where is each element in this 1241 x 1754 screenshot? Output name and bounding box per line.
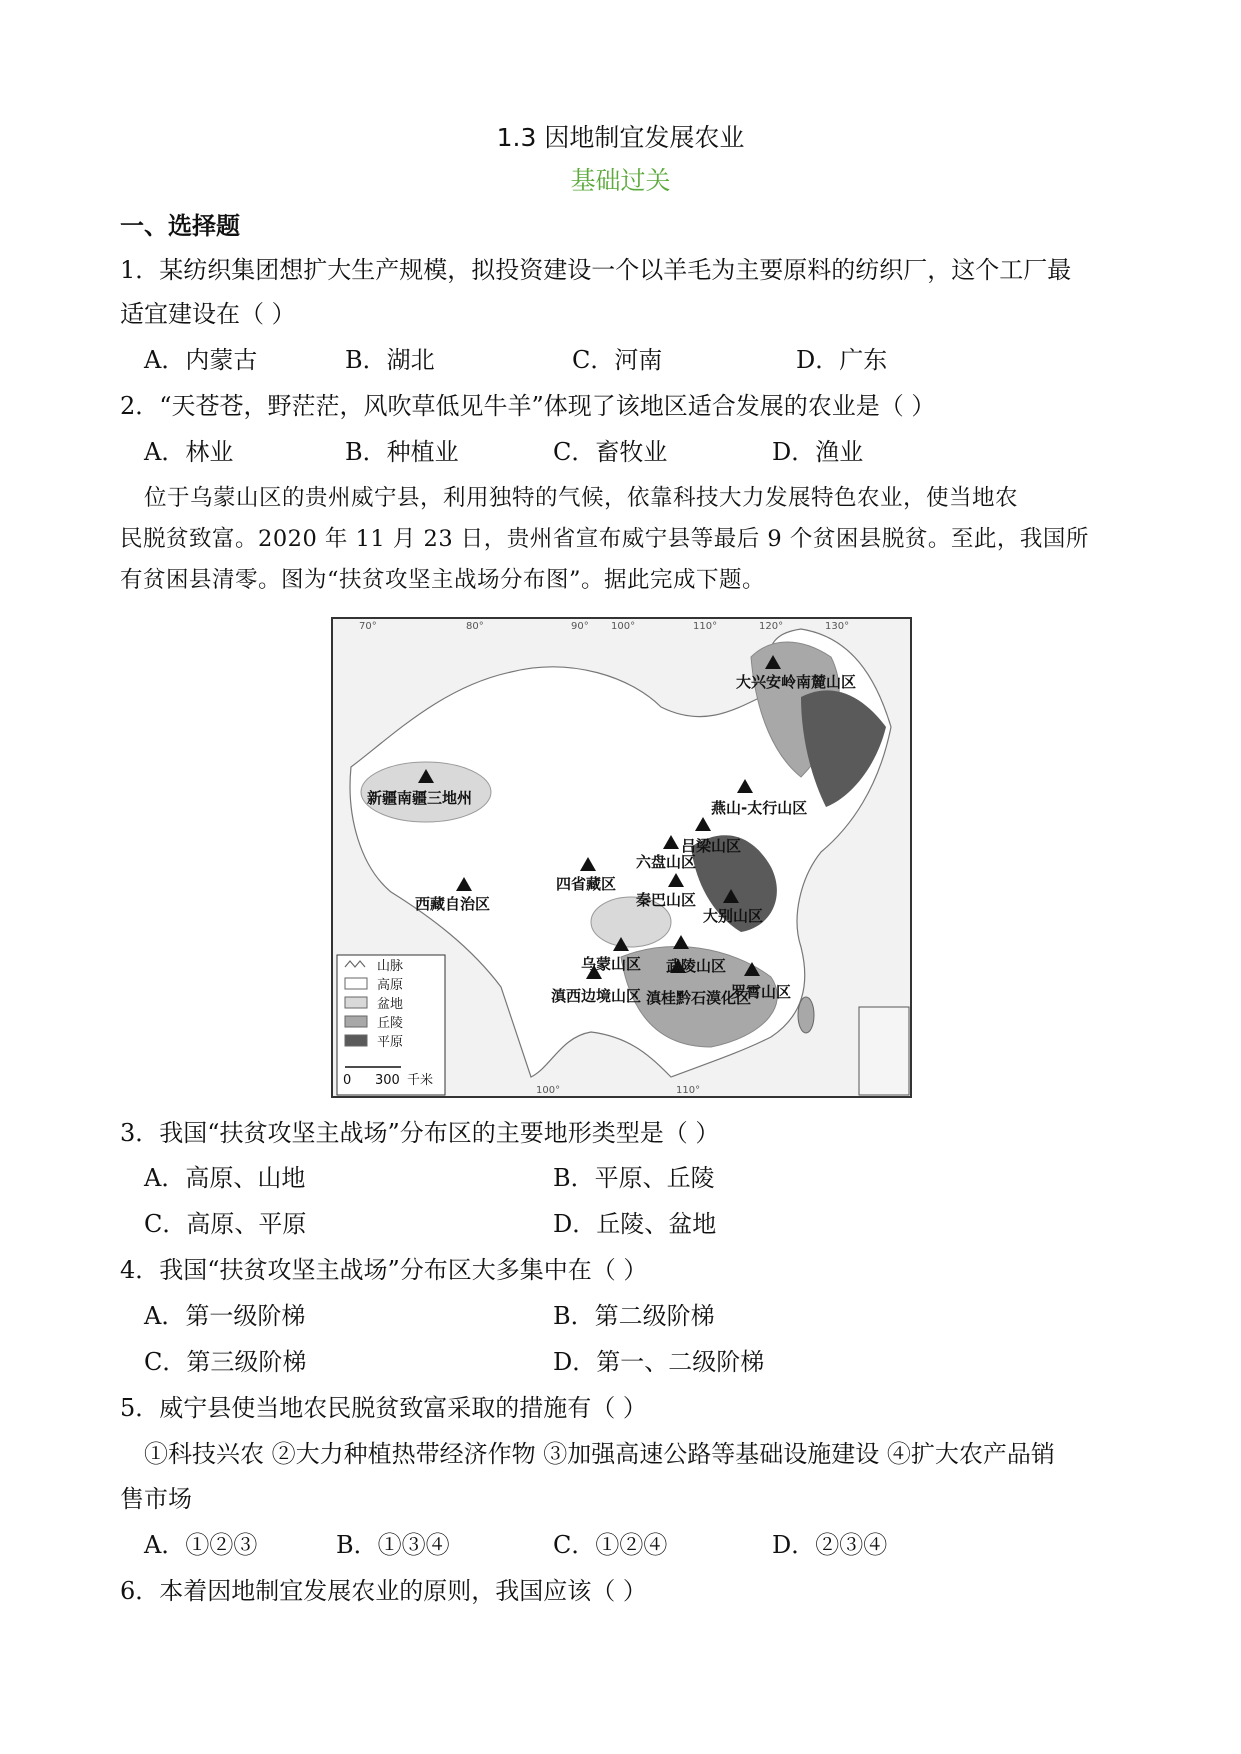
- poverty-map: [331, 617, 912, 1098]
- q1-option-a: A．内蒙古: [144, 346, 258, 374]
- q2-option-d: D．渔业: [772, 438, 864, 466]
- legend-swatch: [345, 978, 367, 989]
- legend-swatch: [345, 997, 367, 1008]
- passage-line-1: 位于乌蒙山区的贵州威宁县，利用独特的气候，依靠科技大力发展特色农业，使当地农: [144, 485, 1019, 511]
- map-tick: 80°: [466, 621, 484, 632]
- q4-option-d: D．第一、二级阶梯: [553, 1348, 765, 1376]
- map-tick: 70°: [359, 621, 377, 632]
- q1-option-d: D．广东: [796, 346, 888, 374]
- question-1-text: 1．某纺织集团想扩大生产规模，拟投资建设一个以羊毛为主要原料的纺织厂，这个工厂最: [120, 256, 1072, 284]
- region-label: 滇西边境山区: [551, 987, 642, 1005]
- region-label: 吕梁山区: [681, 837, 742, 855]
- legend-label: 丘陵: [377, 1016, 404, 1031]
- q2-option-c: C．畜牧业: [553, 438, 668, 466]
- question-4-text: 4．我国“扶贫攻坚主战场”分布区大多集中在（ ）: [120, 1256, 648, 1284]
- region-label: 罗霄山区: [731, 983, 792, 1001]
- region-label: 武陵山区: [666, 957, 727, 975]
- question-5-statements-cont: 售市场: [120, 1485, 192, 1513]
- map-tick: 100°: [536, 1085, 561, 1096]
- legend-swatch: [345, 1016, 367, 1027]
- question-2-text: 2．“天苍苍，野茫茫，风吹草低见牛羊”体现了该地区适合发展的农业是（ ）: [120, 392, 936, 420]
- legend-label: 平原: [377, 1035, 404, 1050]
- question-6-text: 6．本着因地制宜发展农业的原则，我国应该（ ）: [120, 1577, 647, 1605]
- page-subtitle: 基础过关: [570, 166, 671, 195]
- passage-line-2: 民脱贫致富。2020 年 11 月 23 日，贵州省宣布威宁县等最后 9 个贫困县脱贫。至此，我国所: [120, 526, 1089, 552]
- q5-option-a: A．①②③: [144, 1531, 258, 1559]
- region-label: 西藏自治区: [415, 895, 491, 913]
- page-title: 1.3 因地制宜发展农业: [496, 123, 745, 152]
- q3-option-a: A．高原、山地: [144, 1164, 306, 1192]
- q4-option-c: C．第三级阶梯: [144, 1348, 307, 1376]
- scale-label: 0: [343, 1073, 352, 1088]
- q3-option-b: B．平原、丘陵: [553, 1164, 715, 1192]
- region-label: 大兴安岭南麓山区: [736, 673, 857, 691]
- map-tick: 120°: [759, 621, 784, 632]
- scale-label: 300: [375, 1073, 400, 1088]
- q4-option-b: B．第二级阶梯: [553, 1302, 715, 1330]
- region-label: 燕山-太行山区: [711, 799, 808, 817]
- region-label: 秦巴山区: [636, 891, 697, 909]
- q3-option-c: C．高原、平原: [144, 1210, 307, 1238]
- map-tick: 130°: [825, 621, 850, 632]
- q5-option-d: D．②③④: [772, 1531, 888, 1559]
- q3-option-d: D．丘陵、盆地: [553, 1210, 717, 1238]
- region-label: 乌蒙山区: [581, 955, 642, 973]
- legend-label: 盆地: [377, 997, 404, 1012]
- map-tick: 90°: [571, 621, 589, 632]
- q4-option-a: A．第一级阶梯: [144, 1302, 306, 1330]
- q5-option-c: C．①②④: [553, 1531, 668, 1559]
- region-label: 六盘山区: [636, 853, 697, 871]
- taiwan-island: [798, 997, 814, 1033]
- south-sea-inset: [859, 1007, 909, 1095]
- map-tick: 100°: [611, 621, 636, 632]
- question-5-text: 5．威宁县使当地农民脱贫致富采取的措施有（ ）: [120, 1394, 647, 1422]
- legend-label: 山脉: [377, 959, 404, 974]
- region-label: 滇桂黔石漠化区: [646, 989, 752, 1007]
- region-label: 新疆南疆三地州: [367, 789, 473, 807]
- map-tick: 110°: [693, 621, 718, 632]
- q5-option-b: B．①③④: [336, 1531, 450, 1559]
- q1-option-b: B．湖北: [345, 346, 435, 374]
- question-5-statements: ①科技兴农 ②大力种植热带经济作物 ③加强高速公路等基础设施建设 ④扩大农产品销: [144, 1440, 1055, 1468]
- q1-option-c: C．河南: [572, 346, 663, 374]
- region-label: 四省藏区: [556, 875, 617, 893]
- region-label: 大别山区: [703, 907, 764, 925]
- question-3-text: 3．我国“扶贫攻坚主战场”分布区的主要地形类型是（ ）: [120, 1119, 720, 1147]
- q2-option-b: B．种植业: [345, 438, 459, 466]
- legend-swatch: [345, 1035, 367, 1046]
- scale-label: 千米: [407, 1073, 434, 1088]
- legend-label: 高原: [377, 978, 404, 993]
- map-tick: 110°: [676, 1085, 701, 1096]
- q2-option-a: A．林业: [144, 438, 234, 466]
- passage-line-3: 有贫困县清零。图为“扶贫攻坚主战场分布图”。据此完成下题。: [120, 567, 766, 593]
- question-1-text-cont: 适宜建设在（ ）: [120, 300, 296, 328]
- section-heading: 一、选择题: [120, 212, 240, 240]
